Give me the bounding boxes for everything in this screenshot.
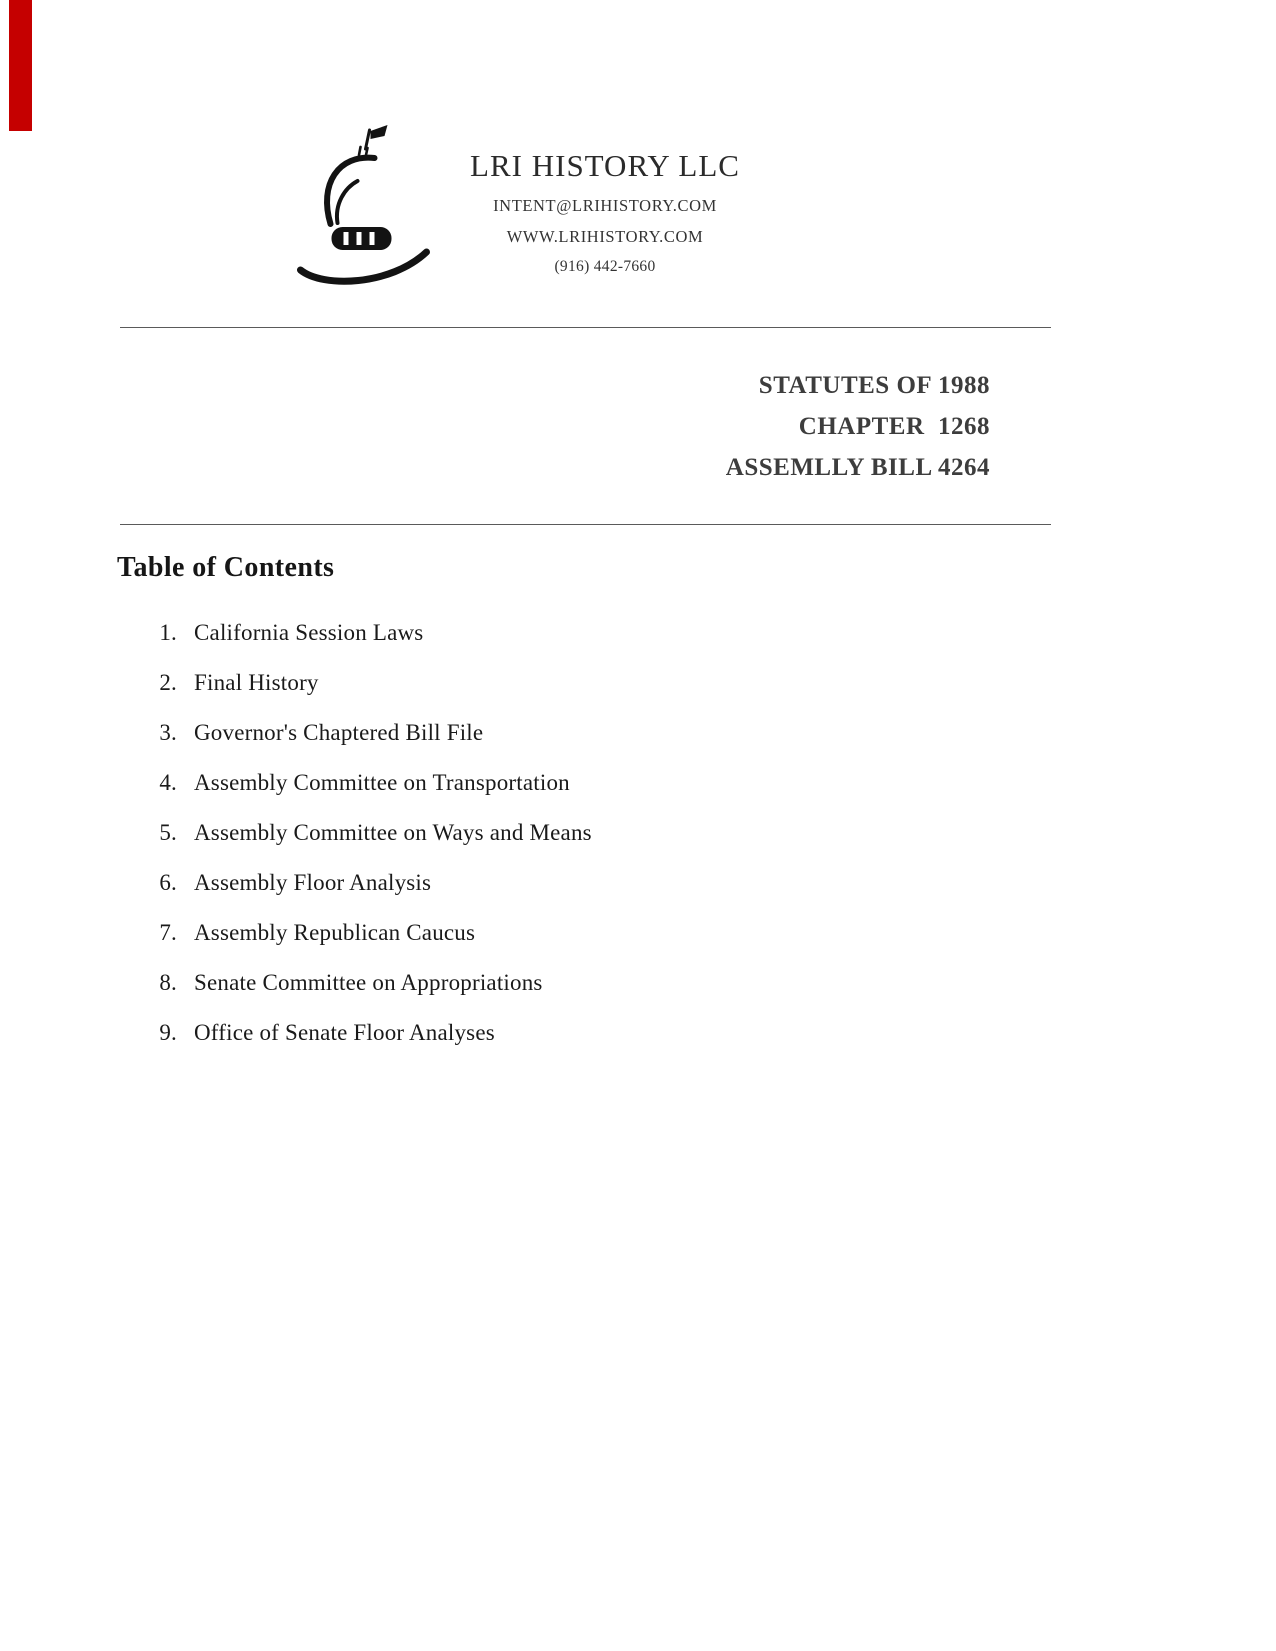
toc-item-label: Assembly Committee on Ways and Means <box>194 820 592 845</box>
horizontal-rule-bottom <box>120 524 1051 525</box>
company-website: WWW.LRIHISTORY.COM <box>506 227 704 246</box>
toc-heading: Table of Contents <box>117 552 335 583</box>
toc-item <box>117 770 1017 796</box>
toc-item-number: 1. <box>159 620 177 645</box>
toc-list <box>117 620 1017 1046</box>
toc-item-number: 6. <box>159 870 177 895</box>
toc-item <box>117 870 1017 896</box>
toc-item-label: Senate Committee on Appropriations <box>194 970 543 995</box>
toc-item <box>117 670 1017 696</box>
toc-item <box>117 970 1017 996</box>
toc-item <box>117 820 1017 846</box>
horizontal-rule-top <box>120 327 1051 328</box>
toc-item-number: 4. <box>159 770 177 795</box>
toc-item-number: 9. <box>159 1020 177 1045</box>
toc-item-number: 8. <box>159 970 177 995</box>
toc-item-label: Office of Senate Floor Analyses <box>194 1020 495 1045</box>
red-margin-bar <box>9 0 32 131</box>
toc-item-label: Assembly Floor Analysis <box>194 870 432 895</box>
toc-item <box>117 920 1017 946</box>
table-of-contents <box>117 552 1017 1070</box>
toc-item-number: 3. <box>159 720 177 745</box>
letterhead <box>440 148 770 287</box>
toc-item-label: Assembly Republican Caucus <box>194 920 476 945</box>
toc-item-label: Assembly Committee on Transportation <box>194 770 570 795</box>
chapter-line: CHAPTER 1268 <box>798 413 990 440</box>
assembly-bill-line: ASSEMLLY BILL 4264 <box>725 454 990 481</box>
capitol-building-logo-icon <box>292 120 447 290</box>
statutes-line: STATUTES OF 1988 <box>758 372 990 399</box>
company-name: LRI HISTORY LLC <box>470 148 740 183</box>
toc-item <box>117 1020 1017 1046</box>
toc-item-label: Governor's Chaptered Bill File <box>194 720 484 745</box>
toc-item-number: 2. <box>159 670 177 695</box>
toc-item-label: California Session Laws <box>194 620 424 645</box>
toc-item <box>117 720 1017 746</box>
toc-item-number: 5. <box>159 820 177 845</box>
toc-item-label: Final History <box>194 670 319 695</box>
statutes-title-block <box>726 365 990 488</box>
company-email: INTENT@LRIHISTORY.COM <box>493 196 717 215</box>
toc-item-number: 7. <box>159 920 177 945</box>
toc-item <box>117 620 1017 646</box>
company-phone: (916) 442-7660 <box>554 258 656 275</box>
